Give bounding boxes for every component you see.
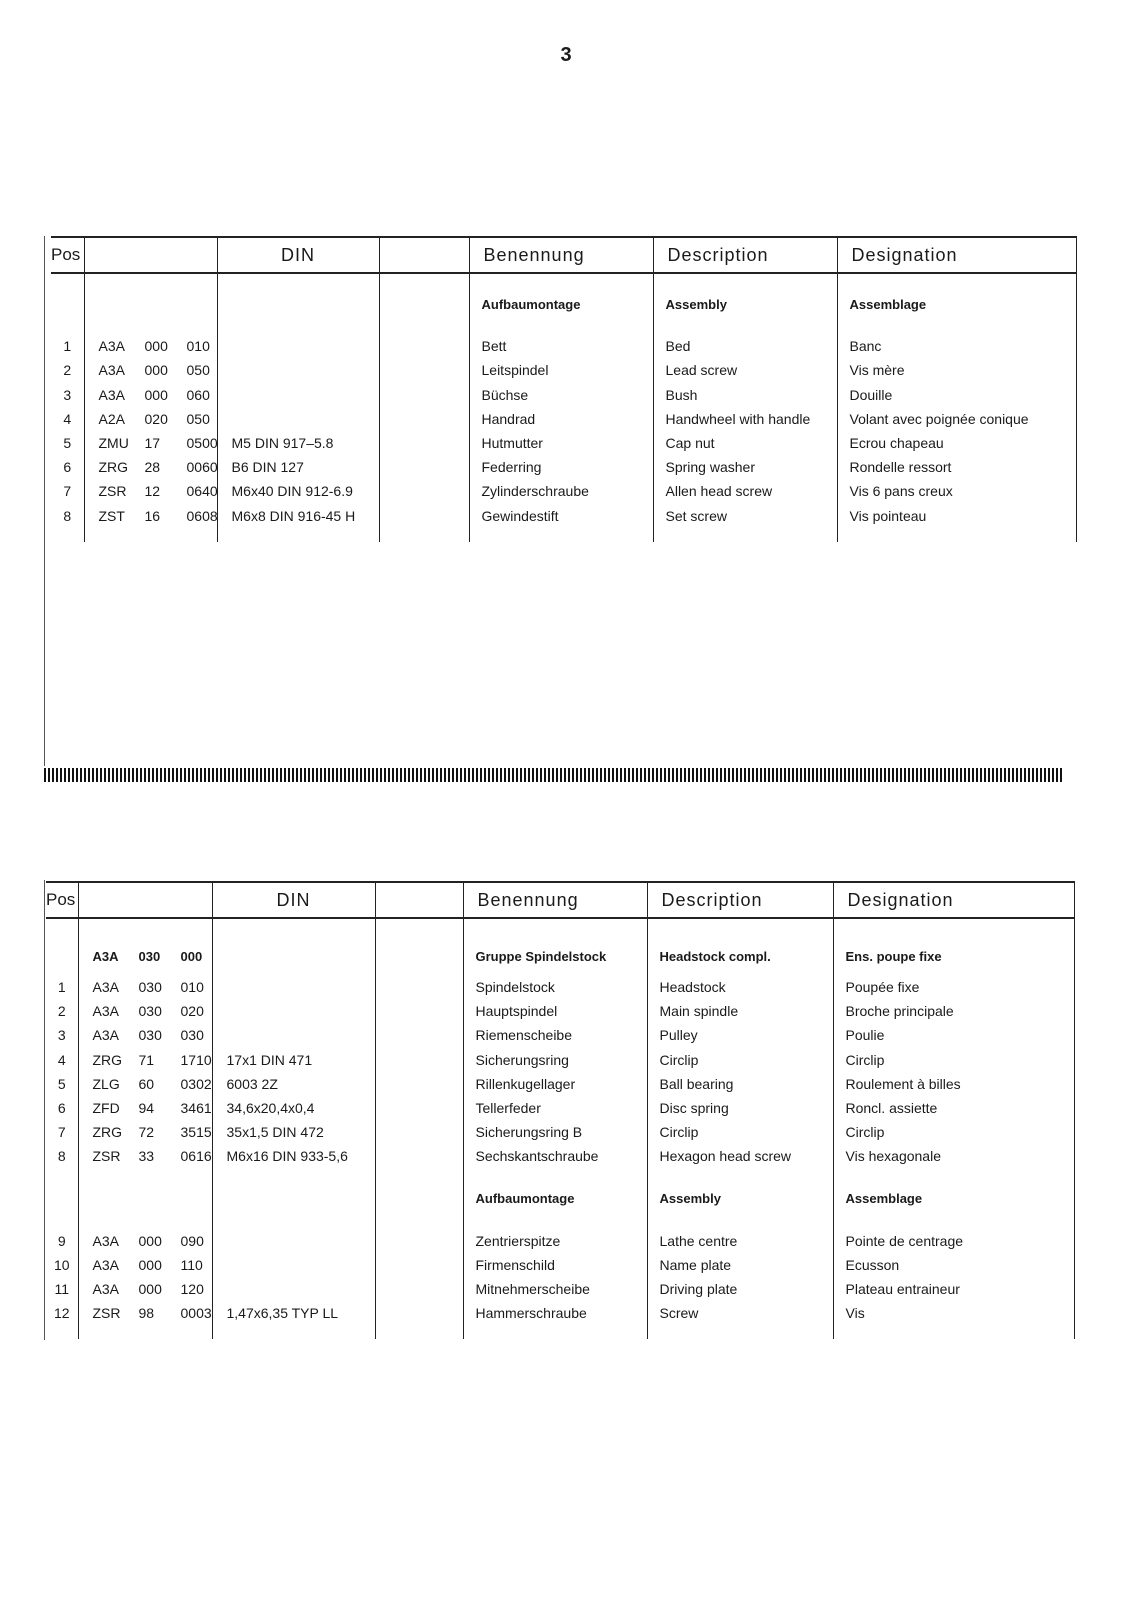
header-blank [375, 882, 463, 918]
header-pos: Pos [51, 237, 84, 273]
row-description: Spring washer [653, 455, 837, 479]
row-benennung: Leitspindel [469, 358, 653, 382]
row-designation: Vis 6 pans creux [837, 479, 1076, 503]
row-part-number: A3A 000 050 [84, 358, 217, 382]
table-row [51, 407, 1076, 431]
row-part-number: A3A 000 120 [78, 1277, 212, 1301]
row-blank [375, 1023, 463, 1047]
row-pos: 7 [46, 1120, 78, 1144]
row-description: Circlip [647, 1120, 833, 1144]
row-pos: 4 [51, 407, 84, 431]
row-pos: 8 [51, 504, 84, 528]
header-part-number [84, 237, 217, 273]
header-blank [379, 237, 469, 273]
group-description: Headstock compl. [647, 937, 833, 975]
row-pos: 5 [51, 431, 84, 455]
table-row [51, 431, 1076, 455]
group-part-number: A3A 030 000 [78, 937, 212, 975]
header-description: Description [647, 882, 833, 918]
row-benennung: Riemenscheibe [463, 1023, 647, 1047]
table-row [51, 479, 1076, 503]
row-part-number: ZRG 72 3515 [78, 1120, 212, 1144]
margin-rule [44, 236, 45, 766]
row-blank [375, 975, 463, 999]
row-benennung: Gewindestift [469, 504, 653, 528]
row-benennung: Handrad [469, 407, 653, 431]
row-blank [375, 1301, 463, 1325]
row-din: 6003 2Z [212, 1072, 375, 1096]
row-blank [375, 999, 463, 1023]
row-benennung: Büchse [469, 383, 653, 407]
row-benennung: Zylinderschraube [469, 479, 653, 503]
row-part-number: A3A 030 030 [78, 1023, 212, 1047]
row-description: Screw [647, 1301, 833, 1325]
row-part-number: A3A 000 010 [84, 334, 217, 358]
section-description: Assembly [653, 292, 837, 316]
header-designation: Designation [837, 237, 1076, 273]
row-designation: Broche principale [833, 999, 1074, 1023]
row-part-number: ZMU 17 0500 [84, 431, 217, 455]
row-part-number: ZRG 28 0060 [84, 455, 217, 479]
row-blank [379, 431, 469, 455]
row-description: Bush [653, 383, 837, 407]
row-blank [375, 1253, 463, 1277]
row-din: M6x40 DIN 912-6.9 [217, 479, 379, 503]
page-number: 3 [560, 44, 572, 66]
row-pos: 5 [46, 1072, 78, 1096]
perforation-separator [44, 768, 1064, 782]
row-designation: Douille [837, 383, 1076, 407]
row-din [212, 1023, 375, 1047]
row-blank [375, 1072, 463, 1096]
row-din: 35x1,5 DIN 472 [212, 1120, 375, 1144]
row-description: Main spindle [647, 999, 833, 1023]
row-pos: 3 [51, 383, 84, 407]
section-benennung: Aufbaumontage [463, 1187, 647, 1211]
row-designation: Poulie [833, 1023, 1074, 1047]
table-row [51, 455, 1076, 479]
row-blank [379, 334, 469, 358]
row-description: Disc spring [647, 1096, 833, 1120]
row-designation: Circlip [833, 1048, 1074, 1072]
parts-table-2 [46, 881, 1075, 1339]
table-row [46, 999, 1074, 1023]
row-designation: Ecrou chapeau [837, 431, 1076, 455]
row-benennung: Tellerfeder [463, 1096, 647, 1120]
row-benennung: Zentrierspitze [463, 1229, 647, 1253]
row-part-number: A3A 000 090 [78, 1229, 212, 1253]
table-row [46, 1144, 1074, 1168]
table-row [46, 1120, 1074, 1144]
row-pos: 6 [46, 1096, 78, 1120]
row-part-number: A3A 000 060 [84, 383, 217, 407]
row-din [217, 383, 379, 407]
row-benennung: Bett [469, 334, 653, 358]
row-blank [375, 1277, 463, 1301]
row-blank [379, 504, 469, 528]
row-designation: Vis mère [837, 358, 1076, 382]
row-designation: Pointe de centrage [833, 1229, 1074, 1253]
row-din [217, 358, 379, 382]
row-description: Driving plate [647, 1277, 833, 1301]
table-row [46, 1096, 1074, 1120]
section-designation: Assemblage [837, 292, 1076, 316]
row-pos: 6 [51, 455, 84, 479]
row-description: Headstock [647, 975, 833, 999]
header-part-number [78, 882, 212, 918]
row-part-number: ZSR 98 0003 [78, 1301, 212, 1325]
group-designation: Ens. poupe fixe [833, 937, 1074, 975]
row-description: Hexagon head screw [647, 1144, 833, 1168]
row-din: 34,6x20,4x0,4 [212, 1096, 375, 1120]
table-row [51, 504, 1076, 528]
row-pos: 9 [46, 1229, 78, 1253]
row-part-number: ZST 16 0608 [84, 504, 217, 528]
row-din: M6x16 DIN 933-5,6 [212, 1144, 375, 1168]
section-designation: Assemblage [833, 1187, 1074, 1211]
row-benennung: Sicherungsring B [463, 1120, 647, 1144]
row-benennung: Sechskantschraube [463, 1144, 647, 1168]
row-pos: 10 [46, 1253, 78, 1277]
row-blank [375, 1120, 463, 1144]
row-pos: 7 [51, 479, 84, 503]
margin-rule [44, 880, 45, 1340]
row-blank [375, 1144, 463, 1168]
row-pos: 2 [46, 999, 78, 1023]
table-row [51, 358, 1076, 382]
group-benennung: Gruppe Spindelstock [463, 937, 647, 975]
row-part-number: A3A 000 110 [78, 1253, 212, 1277]
row-pos: 8 [46, 1144, 78, 1168]
header-row [51, 237, 1076, 273]
row-part-number: ZLG 60 0302 [78, 1072, 212, 1096]
header-benennung: Benennung [463, 882, 647, 918]
row-benennung: Spindelstock [463, 975, 647, 999]
header-din: DIN [212, 882, 375, 918]
header-din: DIN [217, 237, 379, 273]
row-part-number: ZSR 33 0616 [78, 1144, 212, 1168]
row-pos: 11 [46, 1277, 78, 1301]
row-din: B6 DIN 127 [217, 455, 379, 479]
row-description: Allen head screw [653, 479, 837, 503]
table-row [46, 1277, 1074, 1301]
row-din [212, 1229, 375, 1253]
row-description: Handwheel with handle [653, 407, 837, 431]
row-benennung: Sicherungsring [463, 1048, 647, 1072]
row-part-number: ZSR 12 0640 [84, 479, 217, 503]
table-row [51, 334, 1076, 358]
row-din: 17x1 DIN 471 [212, 1048, 375, 1072]
row-designation: Vis hexagonale [833, 1144, 1074, 1168]
row-description: Set screw [653, 504, 837, 528]
row-din: M6x8 DIN 916-45 H [217, 504, 379, 528]
row-blank [379, 479, 469, 503]
row-din [212, 1253, 375, 1277]
table-row [46, 1253, 1074, 1277]
row-designation: Rondelle ressort [837, 455, 1076, 479]
header-designation: Designation [833, 882, 1074, 918]
row-blank [375, 1048, 463, 1072]
header-description: Description [653, 237, 837, 273]
row-benennung: Mitnehmerscheibe [463, 1277, 647, 1301]
row-din [212, 999, 375, 1023]
row-blank [379, 407, 469, 431]
group-row [46, 937, 1074, 975]
section-row [46, 1187, 1074, 1211]
row-description: Ball bearing [647, 1072, 833, 1096]
table-row [46, 1023, 1074, 1047]
row-blank [375, 1096, 463, 1120]
row-pos: 4 [46, 1048, 78, 1072]
table-row [46, 975, 1074, 999]
row-designation: Roncl. assiette [833, 1096, 1074, 1120]
row-benennung: Hauptspindel [463, 999, 647, 1023]
row-designation: Ecusson [833, 1253, 1074, 1277]
row-din [217, 407, 379, 431]
header-benennung: Benennung [469, 237, 653, 273]
row-designation: Vis [833, 1301, 1074, 1325]
header-pos: Pos [46, 882, 78, 918]
row-description: Circlip [647, 1048, 833, 1072]
row-part-number: ZFD 94 3461 [78, 1096, 212, 1120]
row-din: 1,47x6,35 TYP LL [212, 1301, 375, 1325]
row-benennung: Hutmutter [469, 431, 653, 455]
row-designation: Volant avec poignée conique [837, 407, 1076, 431]
section-row [51, 292, 1076, 316]
row-benennung: Firmenschild [463, 1253, 647, 1277]
table-row [46, 1072, 1074, 1096]
row-pos: 3 [46, 1023, 78, 1047]
row-pos: 2 [51, 358, 84, 382]
row-description: Pulley [647, 1023, 833, 1047]
row-part-number: A2A 020 050 [84, 407, 217, 431]
row-benennung: Federring [469, 455, 653, 479]
row-description: Cap nut [653, 431, 837, 455]
row-blank [379, 455, 469, 479]
row-din: M5 DIN 917–5.8 [217, 431, 379, 455]
header-row [46, 882, 1074, 918]
row-blank [375, 1229, 463, 1253]
table-row [46, 1301, 1074, 1325]
row-blank [379, 383, 469, 407]
row-designation: Poupée fixe [833, 975, 1074, 999]
row-description: Lead screw [653, 358, 837, 382]
row-benennung: Hammerschraube [463, 1301, 647, 1325]
row-designation: Circlip [833, 1120, 1074, 1144]
row-din [212, 1277, 375, 1301]
row-designation: Plateau entraineur [833, 1277, 1074, 1301]
row-pos: 1 [51, 334, 84, 358]
table-row [46, 1048, 1074, 1072]
row-designation: Vis pointeau [837, 504, 1076, 528]
row-part-number: A3A 030 010 [78, 975, 212, 999]
table-row [46, 1229, 1074, 1253]
row-part-number: ZRG 71 1710 [78, 1048, 212, 1072]
section-benennung: Aufbaumontage [469, 292, 653, 316]
row-din [217, 334, 379, 358]
row-benennung: Rillenkugellager [463, 1072, 647, 1096]
row-part-number: A3A 030 020 [78, 999, 212, 1023]
row-pos: 1 [46, 975, 78, 999]
table-row [51, 383, 1076, 407]
row-pos: 12 [46, 1301, 78, 1325]
parts-table-1 [51, 236, 1077, 542]
row-designation: Roulement à billes [833, 1072, 1074, 1096]
row-blank [379, 358, 469, 382]
row-description: Name plate [647, 1253, 833, 1277]
row-description: Lathe centre [647, 1229, 833, 1253]
row-din [212, 975, 375, 999]
row-designation: Banc [837, 334, 1076, 358]
section-description: Assembly [647, 1187, 833, 1211]
row-description: Bed [653, 334, 837, 358]
